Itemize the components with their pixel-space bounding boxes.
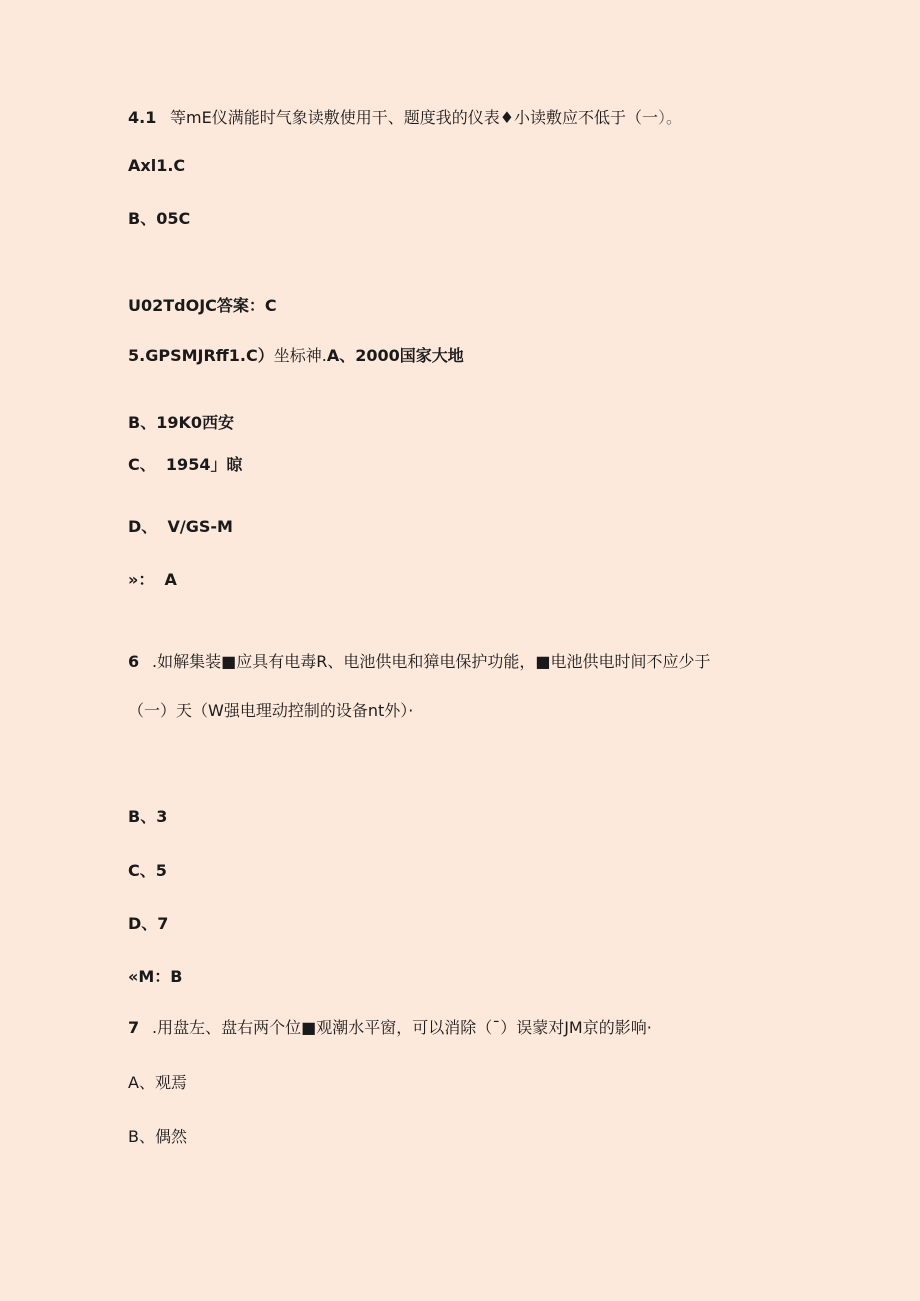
- q7-stem: [128, 1018, 652, 1038]
- q6-option-b: B、3: [128, 807, 168, 826]
- q5-answer-label: »：: [128, 570, 155, 589]
- q4-option-b: B、05C: [128, 209, 191, 228]
- q7-option-a: A、观焉: [128, 1073, 187, 1092]
- q5-option-d-value: V/GS-M: [167, 517, 233, 536]
- q5-option-c: [128, 455, 242, 475]
- q5-stem: [128, 346, 464, 366]
- q7-number: 7: [128, 1018, 140, 1037]
- q7-option-b: B、偶然: [128, 1127, 187, 1146]
- q4-text: 等mE仪满能时气象读敷使用干、题度我的仪表♦小读敷应不低于（一: [170, 108, 659, 127]
- q5-option-d-label: D、: [128, 517, 158, 536]
- q5-answer-value: A: [164, 570, 177, 589]
- q4-number: 4.1: [128, 108, 157, 127]
- q6-option-d: D、7: [128, 914, 169, 933]
- q5-answer: [128, 570, 177, 590]
- q6-stem-line2: （一）天（W强电理动控制的设备nt外）·: [128, 701, 414, 720]
- q4-text-tail: ）。: [658, 108, 683, 127]
- q5-option-d: [128, 517, 233, 537]
- q4-option-a: Axl1.C: [128, 156, 186, 175]
- q6-answer: «M：B: [128, 967, 183, 986]
- q6-stem-line1: [128, 652, 710, 672]
- q5-option-c-label: C、: [128, 455, 156, 474]
- q6-text-line1: .如解集装■应具有电毒R、电池供电和獐电保护功能，■电池供电时间不应少于: [152, 652, 711, 671]
- q5-prefix: 5.GPSMJRff1.C）: [128, 346, 274, 365]
- q5-text: 坐标神.: [273, 346, 327, 365]
- q4-answer: U02TdOJC答案：C: [128, 296, 277, 315]
- q6-number: 6: [128, 652, 140, 671]
- q4-stem: [128, 108, 682, 128]
- q5-option-b: B、19K0西安: [128, 413, 234, 432]
- q5-option-a: A、2000国家大地: [326, 346, 464, 365]
- q7-text: .用盘左、盘右两个位■观潮水平窗，可以消除（¯）误蒙对JM京的影响·: [152, 1018, 652, 1037]
- q5-option-c-value: 1954」晾: [165, 455, 243, 474]
- q6-option-c: C、5: [128, 861, 167, 880]
